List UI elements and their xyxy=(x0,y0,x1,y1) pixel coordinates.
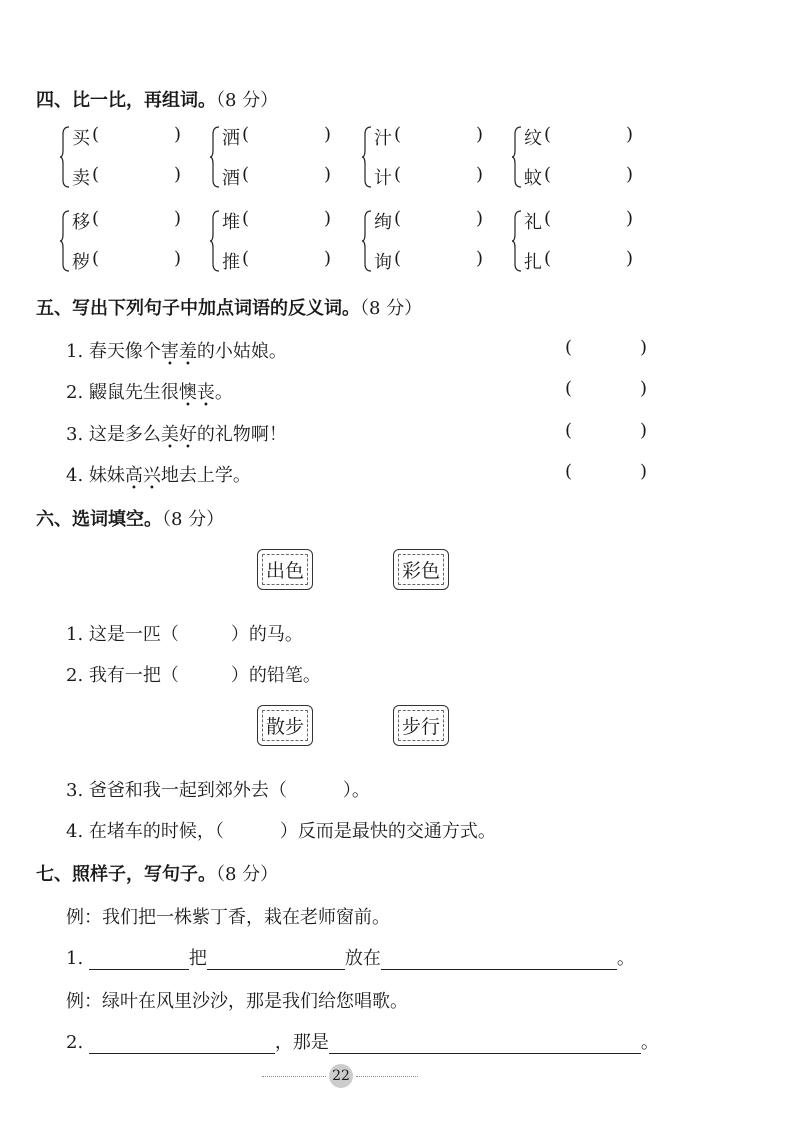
paren-open: ( xyxy=(544,208,552,229)
paren-close: ) xyxy=(476,124,484,145)
group-char-top: 绚 xyxy=(374,212,392,233)
antonym-num: 1. xyxy=(66,341,84,362)
group-char-bottom: 询 xyxy=(374,252,392,273)
paren-close: ) xyxy=(174,124,182,145)
paren-open: ( xyxy=(242,208,250,229)
group-char-bottom: 计 xyxy=(374,168,392,189)
brace-icon xyxy=(362,126,372,188)
fill-item-2 xyxy=(66,661,321,687)
compare-group-5 xyxy=(60,208,180,278)
paren-close: ) xyxy=(324,208,332,229)
fill-4-a: 4. 在堵车的时候，（ xyxy=(66,821,224,842)
q1-end: 。 xyxy=(616,948,635,969)
section-5-title-text: 五、写出下列句子中加点词语的反义词。 xyxy=(36,298,360,319)
fill-3-b: ）。 xyxy=(342,780,370,801)
example-2: 例：绿叶在风里沙沙，那是我们给您唱歌。 xyxy=(66,991,408,1012)
paren-close: ) xyxy=(626,208,634,229)
paren-open: ( xyxy=(394,124,402,145)
compare-group-8 xyxy=(512,208,632,278)
q2-num: 2. xyxy=(66,1032,84,1053)
paren-open: ( xyxy=(92,208,100,229)
q2-nashi: ，那是 xyxy=(274,1032,329,1053)
paren-open: ( xyxy=(394,248,402,269)
section-6-title xyxy=(36,505,224,531)
brace-icon xyxy=(362,210,372,272)
paren-open: ( xyxy=(92,248,100,269)
dotted-char: 美 xyxy=(160,424,179,445)
paren-close: ) xyxy=(174,248,182,269)
antonym-num: 3. xyxy=(66,424,84,445)
q2-blank-2[interactable] xyxy=(329,1033,641,1054)
q1-ba: 把 xyxy=(188,948,207,969)
paren-open: ( xyxy=(565,337,573,358)
dotted-char: 羞 xyxy=(178,341,197,362)
dotted-char: 兴 xyxy=(142,465,161,486)
paren-open: ( xyxy=(242,248,250,269)
q1-blank-3[interactable] xyxy=(381,949,617,970)
paren-close: ) xyxy=(476,164,484,185)
dotted-char: 好 xyxy=(178,424,197,445)
group-char-top: 移 xyxy=(72,212,90,233)
paren-close: ) xyxy=(640,461,648,482)
compare-group-3 xyxy=(362,124,482,194)
paren-close: ) xyxy=(174,208,182,229)
fill-item-3 xyxy=(66,776,370,802)
antonym-item-2 xyxy=(66,378,233,404)
antonym-pre: 妹妹 xyxy=(88,465,125,486)
antonym-dotted-word xyxy=(161,341,197,362)
question-2 xyxy=(66,1028,659,1054)
antonym-item-1 xyxy=(66,337,287,363)
group-char-bottom: 蚊 xyxy=(524,168,542,189)
antonym-dotted-word xyxy=(125,465,161,486)
antonym-answer-1[interactable] xyxy=(565,337,647,358)
page-dotline-right xyxy=(356,1076,418,1077)
paren-close: ) xyxy=(626,248,634,269)
page-number: 22 xyxy=(329,1064,353,1088)
paren-open: ( xyxy=(544,124,552,145)
brace-icon xyxy=(60,210,70,272)
dotted-char: 丧 xyxy=(196,382,215,403)
compare-group-1 xyxy=(60,124,180,194)
dotted-char: 懊 xyxy=(178,382,197,403)
group-char-top: 汁 xyxy=(374,128,392,149)
antonym-post: 的礼物啊！ xyxy=(196,424,287,445)
paren-close: ) xyxy=(324,124,332,145)
q1-blank-2[interactable] xyxy=(207,949,345,970)
antonym-answer-3[interactable] xyxy=(565,420,647,441)
paren-open: ( xyxy=(92,124,100,145)
group-char-top: 买 xyxy=(72,128,90,149)
section-7-points: （8 分） xyxy=(216,864,279,885)
paren-open: ( xyxy=(544,164,552,185)
q1-fang: 放在 xyxy=(344,948,381,969)
paren-close: ) xyxy=(324,164,332,185)
section-7-title-text: 七、照样子，写句子。 xyxy=(36,864,216,885)
fill-4-b: ）反而是最快的交通方式。 xyxy=(279,821,496,842)
antonym-item-3 xyxy=(66,420,287,446)
paren-close: ) xyxy=(626,124,634,145)
paren-open: ( xyxy=(565,378,573,399)
brace-icon xyxy=(210,126,220,188)
paren-open: ( xyxy=(242,124,250,145)
paren-close: ) xyxy=(324,248,332,269)
brace-icon xyxy=(210,210,220,272)
fill-item-1 xyxy=(66,620,303,646)
wordbox-buxing: 步行 xyxy=(393,705,449,746)
page-dotline-left xyxy=(262,1076,326,1077)
wordbox-chuse: 出色 xyxy=(257,549,313,590)
paren-open: ( xyxy=(242,164,250,185)
paren-open: ( xyxy=(92,164,100,185)
compare-group-4 xyxy=(512,124,632,194)
group-char-bottom: 卖 xyxy=(72,168,90,189)
section-5-title xyxy=(36,294,422,320)
paren-close: ) xyxy=(640,337,648,358)
group-char-bottom: 酒 xyxy=(222,168,240,189)
compare-group-7 xyxy=(362,208,482,278)
q2-blank-1[interactable] xyxy=(89,1033,275,1054)
fill-1-b: ）的马。 xyxy=(230,624,303,645)
antonym-pre: 春天像个 xyxy=(88,341,161,362)
group-char-top: 堆 xyxy=(222,212,240,233)
brace-icon xyxy=(512,126,522,188)
group-char-bottom: 推 xyxy=(222,252,240,273)
brace-icon xyxy=(512,210,522,272)
example-1: 例：我们把一株紫丁香，栽在老师窗前。 xyxy=(66,907,390,928)
section-6-title-text: 六、选词填空。 xyxy=(36,509,162,530)
section-4-title-text: 四、比一比，再组词。 xyxy=(36,90,216,111)
fill-2-a: 2. 我有一把（ xyxy=(66,665,179,686)
antonym-num: 4. xyxy=(66,465,84,486)
paren-close: ) xyxy=(476,208,484,229)
paren-open: ( xyxy=(544,248,552,269)
group-char-bottom: 扎 xyxy=(524,252,542,273)
paren-close: ) xyxy=(640,378,648,399)
wordbox-sanbu: 散步 xyxy=(257,705,313,746)
antonym-post: 地去上学。 xyxy=(160,465,251,486)
q2-end: 。 xyxy=(640,1032,659,1053)
paren-close: ) xyxy=(476,248,484,269)
dotted-char: 害 xyxy=(160,341,179,362)
paren-open: ( xyxy=(394,164,402,185)
group-char-top: 礼 xyxy=(524,212,542,233)
q1-blank-1[interactable] xyxy=(89,949,189,970)
antonym-dotted-word xyxy=(161,424,197,445)
section-7-title xyxy=(36,860,278,886)
section-4-title xyxy=(36,86,278,112)
question-1 xyxy=(66,944,635,970)
antonym-num: 2. xyxy=(66,382,84,403)
group-char-top: 洒 xyxy=(222,128,240,149)
fill-item-4 xyxy=(66,817,496,843)
brace-icon xyxy=(60,126,70,188)
paren-open: ( xyxy=(565,420,573,441)
compare-group-2 xyxy=(210,124,330,194)
fill-2-b: ）的铅笔。 xyxy=(230,665,321,686)
paren-close: ) xyxy=(640,420,648,441)
compare-group-6 xyxy=(210,208,330,278)
q1-num: 1. xyxy=(66,948,84,969)
dotted-char: 高 xyxy=(124,465,143,486)
antonym-answer-4[interactable] xyxy=(565,461,647,482)
group-char-top: 纹 xyxy=(524,128,542,149)
antonym-dotted-word xyxy=(179,382,215,403)
paren-close: ) xyxy=(174,164,182,185)
paren-open: ( xyxy=(565,461,573,482)
antonym-post: 。 xyxy=(214,382,233,403)
antonym-pre: 鼹鼠先生很 xyxy=(88,382,179,403)
paren-close: ) xyxy=(626,164,634,185)
section-5-points: （8 分） xyxy=(360,298,423,319)
paren-open: ( xyxy=(394,208,402,229)
group-char-bottom: 秽 xyxy=(72,252,90,273)
fill-1-a: 1. 这是一匹（ xyxy=(66,624,179,645)
section-6-points: （8 分） xyxy=(162,509,225,530)
antonym-post: 的小姑娘。 xyxy=(196,341,287,362)
section-4-points: （8 分） xyxy=(216,90,279,111)
antonym-answer-2[interactable] xyxy=(565,378,647,399)
fill-3-a: 3. 爸爸和我一起到郊外去（ xyxy=(66,780,287,801)
antonym-pre: 这是多么 xyxy=(88,424,161,445)
wordbox-caise: 彩色 xyxy=(393,549,449,590)
antonym-item-4 xyxy=(66,461,251,487)
